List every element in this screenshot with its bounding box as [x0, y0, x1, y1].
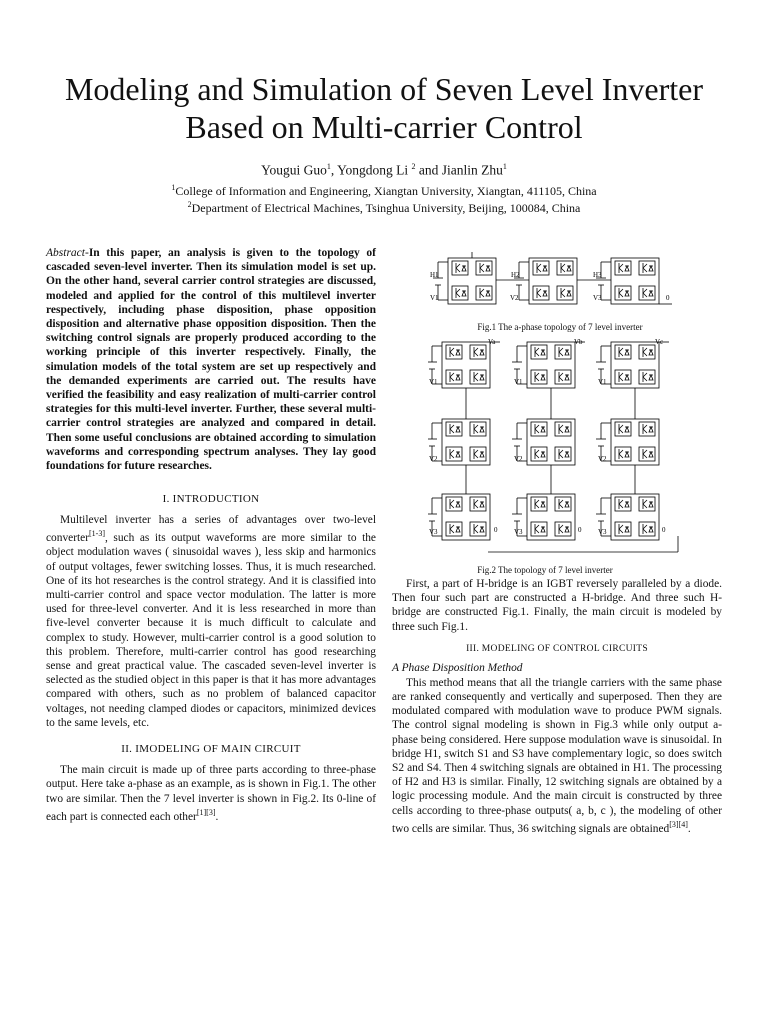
fig2-c1-r0-s1-diode: [541, 350, 545, 355]
fig2-label-v3-b: V3: [514, 528, 523, 536]
fig2-c1-r1-s1-diode: [541, 427, 545, 432]
fig1-h3-s4-emitter: [643, 293, 647, 297]
fig2-c1-r2-s3-emitter: [559, 504, 563, 508]
fig2-c0-r2-s1-emitter: [450, 504, 454, 508]
fig2-c2-r1-s4-box: [639, 447, 655, 461]
fig1-label-v1: V1: [430, 294, 439, 302]
fig2-c2-r2-s1-collector: [619, 500, 623, 504]
figure-2-caption: Fig.2 The topology of 7 level inverter: [477, 565, 613, 575]
pd-citation: [3][4]: [669, 819, 688, 829]
fig2-c0-r0-s1-collector: [450, 348, 454, 352]
fig2-label-zero-c: 0: [662, 526, 666, 534]
fig2-c2-r1-s2-box: [615, 447, 631, 461]
fig2-c2-r2-s2-diode: [625, 527, 629, 532]
fig2-c1-r1-s4-collector: [559, 450, 563, 454]
fig2-c1-r0-s1-collector: [535, 348, 539, 352]
author-1: Yougui Guo: [261, 162, 327, 178]
fig2-c0-r2-s4-box: [470, 522, 486, 536]
affiliation-2: [0, 200, 768, 216]
affiliation-1: [0, 183, 768, 199]
fig2-c0-r2-s3-diode: [480, 502, 484, 507]
fig1-label-h1: H1: [430, 271, 439, 279]
fig2-c1-r2-s3-collector: [559, 500, 563, 504]
fig2-c1-r0-s1-box: [531, 345, 547, 359]
fig2-c1-r1-s4-emitter: [559, 454, 563, 458]
fig1-h3-s4-box: [639, 286, 655, 300]
fig1-h2-s1-diode: [543, 266, 547, 271]
fig2-c2-r0-s4-collector: [643, 373, 647, 377]
fig2-c0-r0-s2-emitter: [450, 377, 454, 381]
fig2-c0-r1-s2-emitter: [450, 454, 454, 458]
fig2-label-v2-c: V2: [598, 455, 607, 463]
fig1-h3-frame: [611, 258, 659, 304]
fig2-label-v3-c: V3: [598, 528, 607, 536]
fig2-c1-r1-s4-box: [555, 447, 571, 461]
fig1-h2-s4-box: [557, 286, 573, 300]
fig2-c2-r2-s1-emitter: [619, 504, 623, 508]
fig1-h3-s1-emitter: [619, 268, 623, 272]
fig2-c2-r0-s1-diode: [625, 350, 629, 355]
pd-text-a: This method means that all the triangle carriers with the same phase are ranked consequently and vertically and superposed. Then they are modulated compared with modulation wave to produce PWM signals. The control signal modeling is shown in Fig.3 while only output a-phase being considered. Here suppose modulation wave is sinusoidal. In bridge H1, switch S1 and S3 have complementary logic, so does switch S2 and S4. Then 4 switching signals are obtained in H1. The processing of H2 and H3 is similar. Finally, 12 switching signals are obtained by a logic processing module. And the main circuit is constructed by three cells according to three-phase outputs( a, b, c ), the modeling of other two cells are similar. Thus, 36 switching signals are obtained: [392, 676, 722, 835]
fig1-h3-s2-diode: [625, 291, 629, 296]
fig2-c0-r1-s3-emitter: [474, 429, 478, 433]
fig2-c0-r1-s4-box: [470, 447, 486, 461]
fig2-c1-r1-s3-emitter: [559, 429, 563, 433]
fig2-c2-r0-s3-box: [639, 345, 655, 359]
fig2-c0-r2-s1-box: [446, 497, 462, 511]
fig1-h3-s3-emitter: [643, 268, 647, 272]
fig2-c1-r1-s3-box: [555, 422, 571, 436]
fig1-h3-s3-collector: [643, 264, 647, 268]
fig1-h2-s3-box: [557, 261, 573, 275]
fig2-c0-r2-s2-emitter: [450, 529, 454, 533]
fig2-label-v2-b: V2: [514, 455, 523, 463]
fig1-h1-s3-emitter: [480, 268, 484, 272]
fig2-c2-r1-s2-diode: [625, 452, 629, 457]
fig2-c2-r1-frame: [611, 419, 659, 465]
fig1-h1-s1-collector: [456, 264, 460, 268]
fig1-h1-s4-collector: [480, 289, 484, 293]
fig2-c2-r0-s3-collector: [643, 348, 647, 352]
fig2-c2-r0-s1-emitter: [619, 352, 623, 356]
fig2-c2-r2-s3-box: [639, 497, 655, 511]
intro-text-a: Multilevel inverter has a series of advantages over two-level converter: [46, 514, 376, 545]
fig2-c0-r2-s4-emitter: [474, 529, 478, 533]
fig2-c1-r2-s4-collector: [559, 525, 563, 529]
fig2-c2-r0-s1-box: [615, 345, 631, 359]
figure-1-diagram: [428, 250, 678, 320]
fig2-c2-r1-s2-collector: [619, 450, 623, 454]
fig2-c2-r2-s1-diode: [625, 502, 629, 507]
fig2-label-v1-b: V1: [514, 378, 523, 386]
fig2-c0-r1-frame: [442, 419, 490, 465]
fig2-c0-r2-s4-diode: [480, 527, 484, 532]
fig2-c2-r0-s1-collector: [619, 348, 623, 352]
fig2-c2-r1-s3-emitter: [643, 429, 647, 433]
fig1-label-v2: V2: [510, 294, 519, 302]
fig2-label-v2-a: V2: [429, 455, 438, 463]
fig2-c1-r1-s3-collector: [559, 425, 563, 429]
title-line-1: Modeling and Simulation of Seven Level Inverter: [64, 71, 704, 107]
fig2-c1-r2-s2-diode: [541, 527, 545, 532]
fig2-c2-r0-frame: [611, 342, 659, 388]
fig2-c0-r1-s1-collector: [450, 425, 454, 429]
fig2-c1-r1-s3-diode: [565, 427, 569, 432]
fig2-c0-r2-s1-collector: [450, 500, 454, 504]
section-heading-introduction: I. INTRODUCTION: [162, 493, 260, 506]
fig2-label-v3-a: V3: [429, 528, 438, 536]
intro-text-b: , such as its output waveforms are more similar to the object modulation waves ( sinusoidal waves ), less skip and harmonics of output voltages, fewer switching losses. Thus, it is much researched. One of its hot researches is the control strategy. And it is classified into multi-carrier control and space vector modulation. The latter is more used for three-level converter. And it is less researched in more than five-level converter because it is much difficult to calculate and complex to study. However, multi-carrier control is a good solution to this problem. Therefore, multi-carrier control has good researching sense and great practical value. The cascaded seven-level inverter is selected as the studied object in this paper is that it has more advantages compared with others, such as no problem of balanced capacitor voltages, not needing clamped diodes or capacitors, minimized devices to the same levels, etc.: [46, 532, 376, 729]
fig2-c0-r1-s2-collector: [450, 450, 454, 454]
fig2-c0-r0-s4-box: [470, 370, 486, 384]
abstract: [46, 246, 376, 473]
intro-citation: [1-3]: [89, 529, 106, 539]
fig2-c0-r0-s1-diode: [456, 350, 460, 355]
fig2-c0-r1-s3-box: [470, 422, 486, 436]
fig2-c1-r0-s4-emitter: [559, 377, 563, 381]
figure-2-diagram: [428, 336, 688, 564]
fig2-c2-r0-s2-diode: [625, 375, 629, 380]
fig2-label-vb: Vb: [574, 338, 583, 346]
fig2-c2-r0-s4-box: [639, 370, 655, 384]
fig2-c0-r2-s4-collector: [474, 525, 478, 529]
fig2-c0-r2-s3-emitter: [474, 504, 478, 508]
fig2-c0-r2-s2-box: [446, 522, 462, 536]
affiliation-2-text: Department of Electrical Machines, Tsinghua University, Beijing, 100084, China: [191, 201, 581, 215]
fig1-h3-s1-box: [615, 261, 631, 275]
fig2-c0-r0-s3-diode: [480, 350, 484, 355]
fig2-c2-r2-s2-emitter: [619, 529, 623, 533]
fig2-c1-r0-s4-collector: [559, 373, 563, 377]
subsection-phase-disposition: A Phase Disposition Method: [392, 661, 523, 674]
author-3-sup: 1: [502, 162, 507, 171]
fig2-c1-r0-s1-emitter: [535, 352, 539, 356]
fig1-h1-s2-diode: [462, 291, 466, 296]
fig2-c2-r0-s2-box: [615, 370, 631, 384]
fig2-label-zero-a: 0: [494, 526, 498, 534]
fig2-c2-r2-s4-emitter: [643, 529, 647, 533]
fig2-c2-r0-s4-emitter: [643, 377, 647, 381]
fig2-c1-r1-s2-diode: [541, 452, 545, 457]
fig1-h2-frame: [529, 258, 577, 304]
fig2-c2-r1-s1-box: [615, 422, 631, 436]
fig1-h2-s1-collector: [537, 264, 541, 268]
fig2-c0-r0-s2-collector: [450, 373, 454, 377]
fig2-c1-r2-s1-collector: [535, 500, 539, 504]
author-2-sup: 2: [411, 162, 416, 171]
fig1-h3-s4-diode: [649, 291, 653, 296]
fig2-c1-r1-s2-box: [531, 447, 547, 461]
fig2-c2-r2-s2-box: [615, 522, 631, 536]
fig1-label-h3: H3: [593, 271, 602, 279]
fig2-c1-r0-frame: [527, 342, 575, 388]
fig2-c1-r1-s4-diode: [565, 452, 569, 457]
fig1-h1-s3-collector: [480, 264, 484, 268]
fig1-h2-s3-emitter: [561, 268, 565, 272]
fig2-c0-r0-s4-diode: [480, 375, 484, 380]
fig1-h1-s2-emitter: [456, 293, 460, 297]
fig2-c2-r2-s3-diode: [649, 502, 653, 507]
author-2: , Yongdong Li: [330, 162, 412, 178]
fig2-c2-r1-s3-box: [639, 422, 655, 436]
fig2-label-zero-b: 0: [578, 526, 582, 534]
left-column: [46, 246, 376, 824]
fig2-c2-r2-s4-box: [639, 522, 655, 536]
fig2-c1-r0-s2-collector: [535, 373, 539, 377]
fig2-label-v1-a: V1: [429, 378, 438, 386]
fig1-h2-s3-diode: [567, 266, 571, 271]
fig1-h2-s2-emitter: [537, 293, 541, 297]
fig2-c0-r0-s3-collector: [474, 348, 478, 352]
fig1-h2-s4-emitter: [561, 293, 565, 297]
fig1-h1-s3-diode: [486, 266, 490, 271]
fig2-c2-r0-s3-emitter: [643, 352, 647, 356]
fig1-h3-s3-diode: [649, 266, 653, 271]
fig2-c1-r1-s1-collector: [535, 425, 539, 429]
fig2-c2-r1-s4-collector: [643, 450, 647, 454]
fig2-c0-r1-s2-diode: [456, 452, 460, 457]
fig1-h3-s2-box: [615, 286, 631, 300]
fig1-h1-s2-collector: [456, 289, 460, 293]
fig2-c0-r0-s3-box: [470, 345, 486, 359]
fig2-label-vc: Vc: [655, 338, 664, 346]
fig1-h1-s2-box: [452, 286, 468, 300]
fig2-c1-r2-s1-box: [531, 497, 547, 511]
fig1-h3-s2-emitter: [619, 293, 623, 297]
fig2-c1-r2-s2-box: [531, 522, 547, 536]
fig2-c1-r2-s3-box: [555, 497, 571, 511]
fig2-label-v1-c: V1: [598, 378, 607, 386]
fig2-c1-r2-s3-diode: [565, 502, 569, 507]
fig2-c0-r2-s1-diode: [456, 502, 460, 507]
fig1-h2-s1-emitter: [537, 268, 541, 272]
fig2-c2-r1-s4-emitter: [643, 454, 647, 458]
main-circuit-paragraph: [46, 763, 376, 824]
fig2-c1-r2-frame: [527, 494, 575, 540]
fig2-c2-r1-s3-diode: [649, 427, 653, 432]
fig2-c0-r2-s2-collector: [450, 525, 454, 529]
main-text-a: The main circuit is made up of three parts according to three-phase output. Here take a-phase as an example, as is shown in Fig.1. The other two are similar. Then the 7 level inverter is shown in Fig.2. Its 0-line of each part is connected each other: [46, 764, 376, 823]
title-line-2: Based on Multi-carrier Control: [185, 109, 583, 145]
phase-disposition-paragraph: [392, 676, 722, 836]
fig2-c2-r1-s2-emitter: [619, 454, 623, 458]
fig2-c1-r2-s4-emitter: [559, 529, 563, 533]
fig1-h2-s1-box: [533, 261, 549, 275]
fig2-c0-r1-s3-collector: [474, 425, 478, 429]
fig2-c0-r1-s1-box: [446, 422, 462, 436]
fig2-c1-r0-s2-emitter: [535, 377, 539, 381]
right-column: [392, 577, 722, 836]
fig2-c0-r1-s4-collector: [474, 450, 478, 454]
fig2-c1-r0-s2-box: [531, 370, 547, 384]
author-1-sup: 1: [326, 162, 331, 171]
fig2-c2-r1-s1-emitter: [619, 429, 623, 433]
fig2-c0-r0-s2-diode: [456, 375, 460, 380]
fig2-c2-r1-s1-diode: [625, 427, 629, 432]
fig1-h1-frame: [448, 258, 496, 304]
fig2-c1-r1-s1-emitter: [535, 429, 539, 433]
fig1-h3-s1-collector: [619, 264, 623, 268]
fig2-c1-r0-s3-collector: [559, 348, 563, 352]
fig1-label-zero: 0: [666, 294, 670, 302]
fig1-label-h2: H2: [511, 271, 520, 279]
fig2-c2-r2-s3-emitter: [643, 504, 647, 508]
fig1-h1-s3-box: [476, 261, 492, 275]
pd-text-b: .: [687, 822, 691, 835]
fig2-c0-r0-s3-emitter: [474, 352, 478, 356]
fig2-c0-r2-s2-diode: [456, 527, 460, 532]
fig2-c2-r2-s4-collector: [643, 525, 647, 529]
fig2-c0-r1-s2-box: [446, 447, 462, 461]
fig2-c0-r1-s4-emitter: [474, 454, 478, 458]
fig2-c1-r0-s4-diode: [565, 375, 569, 380]
fig2-c2-r2-s2-collector: [619, 525, 623, 529]
fig2-c1-r2-s1-emitter: [535, 504, 539, 508]
fig2-c2-r0-s2-collector: [619, 373, 623, 377]
affiliation-1-text: College of Information and Engineering, Xiangtan University, Xiangtan, 411105, China: [175, 184, 597, 198]
fig2-c2-r1-s3-collector: [643, 425, 647, 429]
fig1-h2-s4-diode: [567, 291, 571, 296]
fig2-c2-r1-s4-diode: [649, 452, 653, 457]
fig1-h3-s3-box: [639, 261, 655, 275]
fig2-c0-r0-s2-box: [446, 370, 462, 384]
fig1-h2-s2-collector: [537, 289, 541, 293]
fig2-c1-r0-s4-box: [555, 370, 571, 384]
fig2-c1-r0-s2-diode: [541, 375, 545, 380]
fig2-c0-r1-s1-diode: [456, 427, 460, 432]
main-citation: [1][3]: [196, 807, 216, 817]
fig1-h1-s1-emitter: [456, 268, 460, 272]
fig2-c0-r2-s3-box: [470, 497, 486, 511]
authors: [0, 162, 768, 179]
fig2-c0-r0-s4-emitter: [474, 377, 478, 381]
fig2-c0-r1-s4-diode: [480, 452, 484, 457]
fig1-h3-s2-collector: [619, 289, 623, 293]
fig2-c1-r0-s3-box: [555, 345, 571, 359]
affiliation-2-sup: 2: [187, 200, 192, 209]
fig2-c2-r2-s4-diode: [649, 527, 653, 532]
intro-paragraph: [46, 513, 376, 730]
fig1-h1-s1-box: [452, 261, 468, 275]
fig2-c1-r1-s2-collector: [535, 450, 539, 454]
fig1-h2-s4-collector: [561, 289, 565, 293]
fig2-c1-r2-s4-box: [555, 522, 571, 536]
fig2-c1-r1-s2-emitter: [535, 454, 539, 458]
fig2-c1-r2-s4-diode: [565, 527, 569, 532]
fig2-c1-r0-s3-emitter: [559, 352, 563, 356]
fig2-c1-r2-s2-collector: [535, 525, 539, 529]
fig2-c2-r1-s1-collector: [619, 425, 623, 429]
fig2-c0-r0-s1-emitter: [450, 352, 454, 356]
fig2-c0-r0-frame: [442, 342, 490, 388]
fig2-c1-r1-frame: [527, 419, 575, 465]
fig2-c2-r0-s4-diode: [649, 375, 653, 380]
abstract-label: Abstract-: [46, 247, 89, 259]
figure-1-caption: Fig.1 The a-phase topology of 7 level inverter: [477, 322, 643, 332]
fig2-c0-r2-s3-collector: [474, 500, 478, 504]
fig1-h1-s4-diode: [486, 291, 490, 296]
fig2-c2-r2-s1-box: [615, 497, 631, 511]
fig2-c2-r2-s3-collector: [643, 500, 647, 504]
fig1-h1-s4-emitter: [480, 293, 484, 297]
fig1-h2-s3-collector: [561, 264, 565, 268]
fig2-c1-r0-s3-diode: [565, 350, 569, 355]
section-heading-control-circuits: III. MODELING OF CONTROL CIRCUITS: [466, 643, 648, 654]
fig2-c0-r0-s1-box: [446, 345, 462, 359]
fig1-h1-s1-diode: [462, 266, 466, 271]
fig2-c0-r1-s3-diode: [480, 427, 484, 432]
fig1-h3-s4-collector: [643, 289, 647, 293]
fig1-h1-s4-box: [476, 286, 492, 300]
right-paragraph-1: First, a part of H-bridge is an IGBT reversely paralleled by a diode. Then four such part are constructed a H-bridge. And three such H-bridge are constructed Fig.1. Finally, the main circuit is modeled by three such Fig.1.: [392, 578, 722, 633]
fig2-c1-r2-s1-diode: [541, 502, 545, 507]
fig1-label-v3: V3: [593, 294, 602, 302]
paper-title: [40, 70, 728, 146]
main-text-b: .: [215, 810, 219, 823]
fig1-h3-s1-diode: [625, 266, 629, 271]
author-3: and Jianlin Zhu: [415, 162, 503, 178]
fig2-c0-r2-frame: [442, 494, 490, 540]
fig2-c2-r2-frame: [611, 494, 659, 540]
fig2-c1-r2-s2-emitter: [535, 529, 539, 533]
fig1-h2-s2-box: [533, 286, 549, 300]
fig2-label-va: Va: [488, 338, 496, 346]
fig2-c0-r0-s4-collector: [474, 373, 478, 377]
affiliation-1-sup: 1: [171, 183, 176, 192]
fig2-c2-r0-s3-diode: [649, 350, 653, 355]
section-heading-main-circuit: II. IMODELING OF MAIN CIRCUIT: [121, 743, 301, 756]
fig2-c0-r1-s1-emitter: [450, 429, 454, 433]
fig1-h2-s2-diode: [543, 291, 547, 296]
fig2-c2-r0-s2-emitter: [619, 377, 623, 381]
abstract-text: In this paper, an analysis is given to the topology of cascaded seven-level inverter. Then its simulation model is set up. On the other hand, several carrier control strategies are discussed, modeled and applied for the control of this multilevel inverter respectively, including phase disposition, phase opposition disposition and alternative phase opposition disposition. Then the switching control signals are properly produced according to the working principle of this inverter respectively. Finally, the simulation models of the total system are set up respectively and the demanded experiments are carried out. The results have verified the feasibility and easy realization of multi-carrier control strategies for this multi-level inverter. Further, these several multi-carrier control strategies are analyzed and compared in detail. Then some useful conclusions are obtained according to simulation waveforms and corresponding spectrum analyses. They lay good foundations for future researches.: [46, 247, 376, 473]
fig2-c1-r1-s1-box: [531, 422, 547, 436]
